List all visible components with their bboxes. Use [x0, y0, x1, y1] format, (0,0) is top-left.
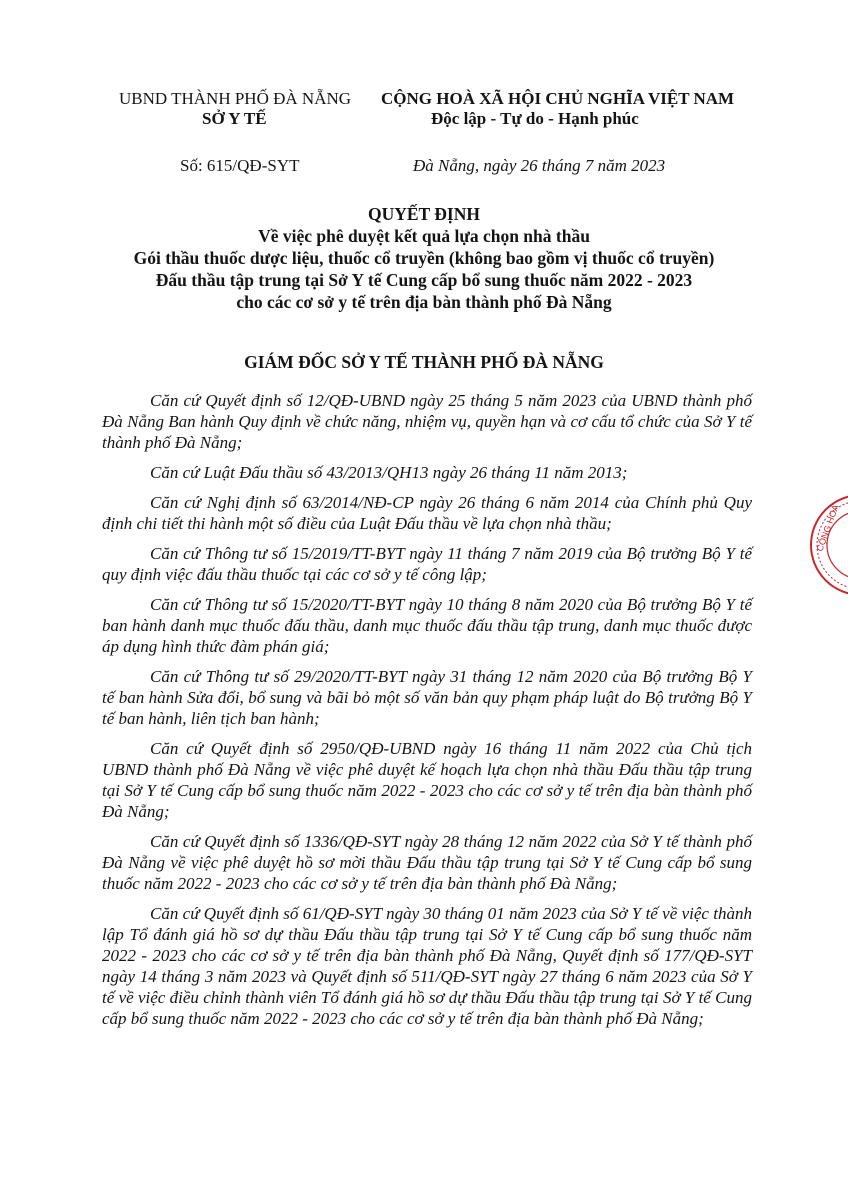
basis-paragraph: Căn cứ Quyết định số 1336/QĐ-SYT ngày 28 tháng 12 năm 2022 của Sở Y tế thành phố Đà Nẵng về việc phê duyệt hồ sơ mời thầu Đấu thầu tập trung tại Sở Y tế Cung cấp bổ sung thuốc năm 2022 - 2023 cho các cơ sở y tế trên địa bàn thành phố Đà Nẵng; [102, 832, 752, 893]
basis-paragraph: Căn cứ Nghị định số 63/2014/NĐ-CP ngày 26 tháng 6 năm 2014 của Chính phủ Quy định chi tiết thi hành một số điều của Luật Đấu thầu về lựa chọn nhà thầu; [102, 493, 752, 533]
title-line: Gói thầu thuốc dược liệu, thuốc cổ truyền (không bao gồm vị thuốc cổ truyền) [133, 248, 715, 268]
basis-paragraph: Căn cứ Quyết định số 61/QĐ-SYT ngày 30 tháng 01 năm 2023 của Sở Y tế về việc thành lập Tổ đánh giá hồ sơ dự thầu Đấu thầu tập trung tại Sở Y tế Cung cấp bổ sung thuốc năm 2022 - 2023 cho các cơ sở y tế trên địa bàn thành phố Đà Nẵng, Quyết định số 177/QĐ-SYT ngày 14 tháng 3 năm 2023 và Quyết định số 511/QĐ-SYT ngày 27 tháng 6 năm 2023 của Sở Y tế về việc điều chỉnh thành viên Tổ đánh giá hồ sơ dự thầu Đấu thầu tập trung tại Sở Y tế Cung cấp bổ sung thuốc năm 2022 - 2023 cho các cơ sở y tế trên địa bàn thành phố Đà Nẵng; [102, 904, 752, 1028]
title-line: Về việc phê duyệt kết quả lựa chọn nhà thầu [258, 226, 590, 246]
basis-paragraph: Căn cứ Luật Đấu thầu số 43/2013/QH13 ngày 26 tháng 11 năm 2013; [150, 463, 628, 482]
title-line: cho các cơ sở y tế trên địa bàn thành phố Đà Nẵng [236, 292, 612, 312]
svg-text:CỘNG HOÀ: CỘNG HOÀ [814, 503, 841, 553]
org-name: UBND THÀNH PHỐ ĐÀ NẴNG [119, 89, 352, 108]
decision-kind: QUYẾT ĐỊNH [368, 204, 480, 224]
document-date: Đà Nẵng, ngày 26 tháng 7 năm 2023 [413, 156, 666, 175]
document-number: Số: 615/QĐ-SYT [180, 156, 300, 175]
basis-paragraph: Căn cứ Quyết định số 2950/QĐ-UBND ngày 16 tháng 11 năm 2022 của Chủ tịch UBND thành phố Đà Nẵng về việc phê duyệt kế hoạch lựa chọn nhà thầu Đấu thầu tập trung tại Sở Y tế Cung cấp bổ sung thuốc năm 2022 - 2023 cho các cơ sở y tế trên địa bàn thành phố Đà Nẵng; [102, 739, 752, 821]
org-department: SỞ Y TẾ [202, 109, 267, 128]
title-line: Đấu thầu tập trung tại Sở Y tế Cung cấp bổ sung thuốc năm 2022 - 2023 [155, 270, 693, 290]
issuing-authority: GIÁM ĐỐC SỞ Y TẾ THÀNH PHỐ ĐÀ NẴNG [244, 352, 604, 372]
official-seal-icon [806, 490, 848, 600]
decision-title [0, 203, 848, 313]
basis-paragraph: Căn cứ Thông tư số 15/2019/TT-BYT ngày 11 tháng 7 năm 2019 của Bộ trưởng Bộ Y tế quy định việc đấu thầu thuốc tại các cơ sở y tế công lập; [102, 544, 752, 584]
basis-paragraph: Căn cứ Thông tư số 29/2020/TT-BYT ngày 31 tháng 12 năm 2020 của Bộ trưởng Bộ Y tế ban hành Sửa đổi, bổ sung và bãi bỏ một số văn bản quy phạm pháp luật do Bộ trưởng Bộ Y tế ban hành, liên tịch ban hành; [102, 667, 752, 728]
legal-basis [102, 390, 752, 1038]
basis-paragraph: Căn cứ Thông tư số 15/2020/TT-BYT ngày 10 tháng 8 năm 2020 của Bộ trưởng Bộ Y tế ban hành danh mục thuốc đấu thầu, danh mục thuốc đấu thầu tập trung, danh mục thuốc được áp dụng hình thức đàm phán giá; [102, 595, 752, 656]
nation-title: CỘNG HOÀ XÃ HỘI CHỦ NGHĨA VIỆT NAM [381, 89, 735, 108]
basis-paragraph: Căn cứ Quyết định số 12/QĐ-UBND ngày 25 tháng 5 năm 2023 của UBND thành phố Đà Nẵng Ban hành Quy định về chức năng, nhiệm vụ, quyền hạn và cơ cấu tổ chức của Sở Y tế thành phố Đà Nẵng; [102, 391, 752, 452]
nation-motto: Độc lập - Tự do - Hạnh phúc [431, 109, 639, 128]
